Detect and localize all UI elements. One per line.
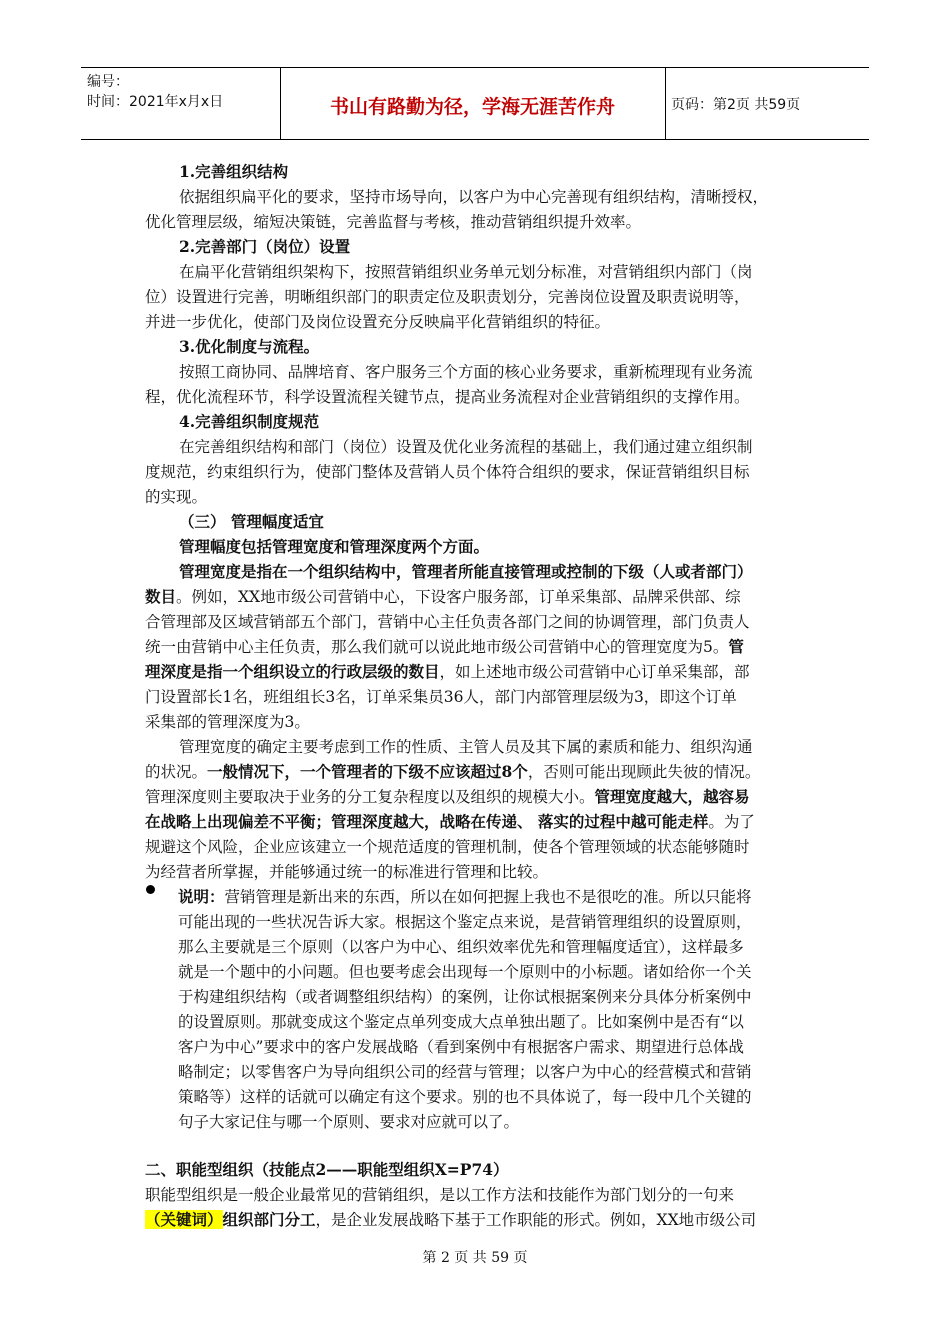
paragraph-line: 的实现。 [145,488,208,506]
section-title-4: 4.完善组织制度规范 [179,412,320,431]
section-title-2: 2.完善部门（岗位）设置 [179,237,351,256]
paragraph-line [145,1210,805,1230]
bold-text: 在战略上出现偏差不平衡；管理深度越大，战略在传递、 落实的过程中越可能走样 [145,812,709,831]
section-heading-3: （三） 管理幅度适宜 [179,512,324,531]
bold-text: 组织部门分工 [222,1210,316,1229]
text: ，否则可能出现顾此失彼的情况。 [527,763,761,781]
header-divider [665,68,666,139]
paragraph-line [145,637,805,657]
paragraph-line [145,812,805,832]
highlighted-keyword: （关键词） [145,1210,223,1229]
paragraph-line: 那么主要就是三个原则（以客户为中心、组织效率优先和管理幅度适宜），这样最多 [178,938,744,956]
header-page-info: 页码：第2页 共59页 [671,97,801,113]
header-motto: 书山有路勤为径，学海无涯苦作舟 [329,96,615,118]
section-heading-2: 二、职能型组织（技能点2——职能型组织X=P74） [145,1160,509,1179]
paragraph-line: 管理宽度的确定主要考虑到工作的性质、主管人员及其下属的素质和能力、组织沟通 [179,738,753,756]
paragraph-line: 的设置原则。那就变成这个鉴定点单列变成大点单独出题了。比如案例中是否有“以 [178,1013,744,1031]
section-title-3: 3.优化制度与流程。 [179,337,320,356]
paragraph-line [145,762,805,782]
page-footer: 第 2 页 共 59 页 [422,1250,528,1266]
paragraph-line: 句子大家记住与哪一个原则、要求对应就可以了。 [178,1113,520,1131]
paragraph-line: 优化管理层级，缩短决策链，完善监督与考核，推动营销组织提升效率。 [145,213,642,231]
paragraph-line: 管理幅度包括管理宽度和管理深度两个方面。 [179,537,490,556]
paragraph-line: 采集部的管理深度为3。 [145,713,310,731]
paragraph-line: 在扁平化营销组织架构下，按照营销组织业务单元划分标准，对营销组织内部门（岗 [179,263,753,281]
text: ，是企业发展战略下基于工作职能的形式。例如，XX地市级公司 [315,1211,757,1229]
bold-text: 一般情况下，一个管理者的下级不应该超过8个 [207,762,528,781]
text: 。例如，XX地市级公司营销中心，下设客户服务部，订单采集部、品牌采供部、综 [176,588,741,606]
section-title-1: 1.完善组织结构 [179,162,289,181]
paragraph-line: 于构建组织结构（或者调整组织结构）的案例，让你试根据案例来分具体分析案例中 [178,988,752,1006]
bold-text: 管理宽度越大，越容易 [594,787,750,806]
text: 。为了 [708,813,755,831]
header-number-label: 编号： [87,74,129,90]
paragraph-line [178,887,805,907]
paragraph-line: 度规范，约束组织行为，使部门整体及营销人员个体符合组织的要求，保证营销组织目标 [145,463,750,481]
bold-text: 管 [728,637,744,656]
paragraph-line: 职能型组织是一般企业最常见的营销组织，是以工作方法和技能作为部门划分的一句来 [145,1186,735,1204]
paragraph-line: 客户为中心”要求中的客户发展战略（看到案例中有根据客户需求、期望进行总体战 [178,1038,744,1056]
paragraph-line: 在完善组织结构和部门（岗位）设置及优化业务流程的基础上，我们通过建立组织制 [179,438,753,456]
header-left [87,72,223,112]
paragraph-line: 规避这个风险，企业应该建立一个规范适度的管理机制，使各个管理领域的状态能够随时 [145,838,750,856]
paragraph-line: 就是一个题中的小问题。但也要考虑会出现每一个原则中的小标题。诸如给你一个关 [178,963,752,981]
paragraph-line: 位）设置进行完善，明晰组织部门的职责定位及职责划分，完善岗位设置及职责说明等， [145,288,750,306]
bold-text: 理深度是指一个组织设立的行政层级的数目 [145,662,440,681]
text: 管理深度则主要取决于业务的分工复杂程度以及组织的规模大小。 [145,788,595,806]
text: 营销管理是新出来的东西，所以在如何把握上我也不是很吃的准。所以只能将 [224,888,752,906]
text: 统一由营销中心主任负责，那么我们就可以说此地市级公司营销中心的管理宽度为5。 [145,638,729,656]
paragraph-line: 为经营者所掌握，并能够通过统一的标准进行管理和比较。 [145,863,549,881]
text: 的状况。 [145,763,208,781]
paragraph-line: 依据组织扁平化的要求，坚持市场导向，以客户为中心完善现有组织结构，清晰授权， [179,188,769,206]
text: ，如上述地市级公司营销中心订单采集部，部 [439,663,750,681]
header-time-label: 时间：2021年x月x日 [87,94,224,110]
paragraph-line: 略制定；以零售客户为导向组织公司的经营与管理；以客户为中心的经营模式和营销 [178,1063,752,1081]
paragraph-line: 策略等）这样的话就可以确定有这个要求。别的也不具体说了，每一段中几个关键的 [178,1088,752,1106]
paragraph-line: 合管理部及区域营销部五个部门，营销中心主任负责各部门之间的协调管理，部门负责人 [145,613,750,631]
paragraph-line: 程，优化流程环节，科学设置流程关键节点，提高业务流程对企业营销组织的支撑作用。 [145,388,750,406]
paragraph-line: 并进一步优化，使部门及岗位设置充分反映扁平化营销组织的特征。 [145,313,611,331]
paragraph-line: 门设置部长1名，班组组长3名，订单采集员36人，部门内部管理层级为3，即这个订单 [145,688,737,706]
paragraph-line [145,662,805,682]
bold-text: 数目 [145,587,177,606]
paragraph-line: 管理宽度是指在一个组织结构中，管理者所能直接管理或控制的下级（人或者部门） [179,562,753,581]
paragraph-line [145,587,805,607]
page-header [81,67,869,140]
paragraph-line [145,787,805,807]
paragraph-line: 可能出现的一些状况告诉大家。根据这个鉴定点来说，是营销管理组织的设置原则， [178,913,752,931]
bullet-icon [146,885,155,894]
paragraph-line: 按照工商协同、品牌培育、客户服务三个方面的核心业务要求，重新梳理现有业务流 [179,363,753,381]
bold-text: 说明： [178,887,225,906]
